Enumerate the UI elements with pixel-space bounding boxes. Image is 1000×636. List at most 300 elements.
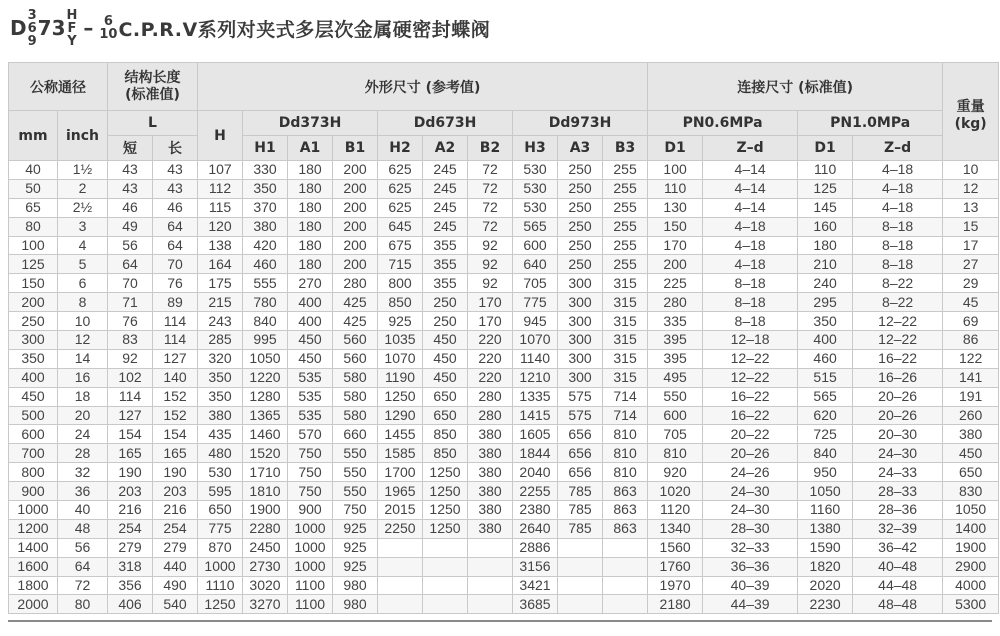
- header-H2: H2: [378, 136, 423, 161]
- table-cell: 2380: [513, 501, 558, 520]
- table-cell: 300: [9, 331, 58, 350]
- table-cell: 1½: [58, 161, 108, 180]
- table-cell: 1050: [798, 482, 853, 501]
- table-cell: 24–30: [853, 444, 943, 463]
- table-cell: 225: [648, 274, 703, 293]
- table-cell: 56: [58, 538, 108, 557]
- table-cell: 380: [198, 406, 243, 425]
- header-long: 长: [153, 136, 198, 161]
- table-cell: 200: [648, 255, 703, 274]
- header-structure-length: 结构长度 (标准值): [108, 63, 198, 111]
- table-cell: 12–22: [853, 312, 943, 331]
- table-cell: 100: [648, 161, 703, 180]
- table-cell: 4–18: [703, 236, 798, 255]
- table-cell: 3270: [243, 595, 288, 614]
- table-cell: 1590: [798, 538, 853, 557]
- table-cell: 56: [108, 236, 153, 255]
- table-cell: 1365: [243, 406, 288, 425]
- table-cell: 28: [58, 444, 108, 463]
- table-cell: 12–22: [703, 368, 798, 387]
- table-cell: 1800: [9, 576, 58, 595]
- table-cell: 152: [153, 387, 198, 406]
- table-cell: 64: [108, 255, 153, 274]
- table-cell: 580: [333, 387, 378, 406]
- table-cell: 645: [378, 217, 423, 236]
- table-cell: 44–39: [703, 595, 798, 614]
- table-cell: 1100: [288, 595, 333, 614]
- title-stack3-bot: 10: [99, 27, 118, 42]
- table-cell: 1340: [648, 519, 703, 538]
- header-B1: B1: [333, 136, 378, 161]
- table-cell: 100: [9, 236, 58, 255]
- table-cell: 714: [603, 387, 648, 406]
- table-cell: 1070: [513, 331, 558, 350]
- table-cell: [378, 557, 423, 576]
- table-cell: 14: [58, 349, 108, 368]
- table-cell: 29: [943, 274, 999, 293]
- table-cell: 72: [468, 217, 513, 236]
- table-cell: 28–33: [853, 482, 943, 501]
- table-cell: 535: [288, 387, 333, 406]
- table-cell: 4–18: [853, 161, 943, 180]
- table-cell: 200: [333, 217, 378, 236]
- header-A2: A2: [423, 136, 468, 161]
- table-cell: 315: [603, 368, 648, 387]
- table-cell: 950: [798, 463, 853, 482]
- title-stack-letters: [67, 9, 78, 48]
- table-cell: 200: [9, 293, 58, 312]
- table-cell: 350: [198, 387, 243, 406]
- table-cell: 150: [9, 274, 58, 293]
- table-cell: 3020: [243, 576, 288, 595]
- table-cell: 160: [798, 217, 853, 236]
- table-cell: 20–22: [703, 425, 798, 444]
- table-cell: 1250: [423, 501, 468, 520]
- header-dd673h: Dd673H: [378, 111, 513, 136]
- table-cell: 370: [243, 198, 288, 217]
- table-cell: 40–39: [703, 576, 798, 595]
- table-cell: [378, 576, 423, 595]
- table-cell: 4000: [943, 576, 999, 595]
- table-cell: 8–18: [853, 217, 943, 236]
- table-row: [9, 293, 999, 312]
- table-cell: 620: [798, 406, 853, 425]
- header-connection: 连接尺寸 (标准值): [648, 63, 943, 111]
- table-cell: 395: [648, 331, 703, 350]
- table-cell: [468, 595, 513, 614]
- table-cell: 530: [198, 463, 243, 482]
- table-cell: 20–30: [853, 425, 943, 444]
- table-cell: 86: [943, 331, 999, 350]
- title-stack2-bot: Y: [67, 33, 77, 49]
- table-cell: 255: [603, 161, 648, 180]
- table-cell: 500: [9, 406, 58, 425]
- table-cell: 279: [153, 538, 198, 557]
- table-cell: 280: [648, 293, 703, 312]
- table-cell: 850: [378, 293, 423, 312]
- table-cell: 750: [288, 444, 333, 463]
- table-cell: 530: [513, 161, 558, 180]
- table-cell: 1210: [513, 368, 558, 387]
- table-cell: 8–18: [853, 236, 943, 255]
- table-cell: 2020: [798, 576, 853, 595]
- table-cell: 656: [558, 444, 603, 463]
- table-cell: 190: [108, 463, 153, 482]
- table-cell: 254: [108, 519, 153, 538]
- title-stack2-mid: F: [67, 20, 77, 36]
- header-B3: B3: [603, 136, 648, 161]
- table-cell: 785: [558, 482, 603, 501]
- table-cell: 1400: [943, 519, 999, 538]
- table-cell: 350: [243, 179, 288, 198]
- table-cell: 640: [513, 255, 558, 274]
- header-A3: A3: [558, 136, 603, 161]
- table-cell: 250: [558, 161, 603, 180]
- table-cell: 1050: [943, 501, 999, 520]
- table-cell: 460: [798, 349, 853, 368]
- table-cell: 300: [558, 331, 603, 350]
- table-cell: 1110: [198, 576, 243, 595]
- table-cell: [603, 557, 648, 576]
- table-cell: 12: [58, 331, 108, 350]
- table-cell: 3685: [513, 595, 558, 614]
- header-zd-pn06: Z–d: [703, 136, 798, 161]
- table-cell: 1100: [288, 576, 333, 595]
- table-cell: 16: [58, 368, 108, 387]
- table-cell: 1335: [513, 387, 558, 406]
- table-cell: 140: [153, 368, 198, 387]
- table-cell: 1970: [648, 576, 703, 595]
- table-cell: 6: [58, 274, 108, 293]
- table-cell: 600: [9, 425, 58, 444]
- title-stack3-top: 6: [103, 14, 113, 29]
- table-cell: [423, 576, 468, 595]
- table-cell: 70: [108, 274, 153, 293]
- table-cell: 575: [558, 406, 603, 425]
- table-cell: 1250: [423, 482, 468, 501]
- table-cell: 380: [468, 444, 513, 463]
- table-cell: 240: [798, 274, 853, 293]
- header-dd373h: Dd373H: [243, 111, 378, 136]
- table-cell: 1200: [9, 519, 58, 538]
- table-cell: 1900: [243, 501, 288, 520]
- table-cell: 65: [9, 198, 58, 217]
- header-zd-pn10: Z–d: [853, 136, 943, 161]
- table-cell: 28–30: [703, 519, 798, 538]
- table-cell: 200: [333, 179, 378, 198]
- table-cell: 600: [648, 406, 703, 425]
- table-row: [9, 538, 999, 557]
- title-stack1-top: 3: [27, 7, 37, 23]
- table-row: [9, 198, 999, 217]
- table-cell: 625: [378, 198, 423, 217]
- table-cell: 8–22: [853, 293, 943, 312]
- table-cell: 127: [153, 349, 198, 368]
- header-pn06: PN0.6MPa: [648, 111, 798, 136]
- table-cell: 450: [288, 349, 333, 368]
- table-row: [9, 519, 999, 538]
- table-cell: 515: [798, 368, 853, 387]
- table-cell: 810: [603, 444, 648, 463]
- table-cell: 1020: [648, 482, 703, 501]
- title-dash: –: [83, 16, 94, 40]
- table-cell: 40: [58, 501, 108, 520]
- table-cell: 69: [943, 312, 999, 331]
- table-cell: [558, 538, 603, 557]
- table-cell: 12–22: [853, 331, 943, 350]
- table-cell: [378, 595, 423, 614]
- table-cell: 125: [9, 255, 58, 274]
- table-cell: 925: [378, 312, 423, 331]
- table-cell: 450: [423, 349, 468, 368]
- table-cell: 24–33: [853, 463, 943, 482]
- table-cell: 145: [798, 198, 853, 217]
- table-cell: 16–22: [703, 387, 798, 406]
- table-cell: 46: [153, 198, 198, 217]
- table-row: [9, 236, 999, 255]
- table-cell: 850: [423, 444, 468, 463]
- spec-table: [8, 62, 999, 614]
- table-cell: 4–18: [703, 255, 798, 274]
- table-cell: 3156: [513, 557, 558, 576]
- table-cell: 4–14: [703, 179, 798, 198]
- table-cell: 315: [603, 331, 648, 350]
- table-cell: 1000: [288, 538, 333, 557]
- table-cell: 350: [9, 349, 58, 368]
- table-row: [9, 179, 999, 198]
- table-cell: 1050: [243, 349, 288, 368]
- table-cell: 36–42: [853, 538, 943, 557]
- table-cell: 355: [423, 255, 468, 274]
- table-cell: 300: [558, 274, 603, 293]
- table-cell: 40–48: [853, 557, 943, 576]
- table-cell: 1035: [378, 331, 423, 350]
- table-cell: 295: [798, 293, 853, 312]
- table-cell: 595: [198, 482, 243, 501]
- table-cell: 152: [153, 406, 198, 425]
- table-cell: 355: [423, 274, 468, 293]
- table-cell: 925: [333, 557, 378, 576]
- table-cell: 540: [153, 595, 198, 614]
- table-cell: 71: [108, 293, 153, 312]
- table-cell: 1000: [198, 557, 243, 576]
- table-cell: [603, 595, 648, 614]
- table-cell: 530: [513, 198, 558, 217]
- table-cell: 2230: [798, 595, 853, 614]
- table-cell: 16–26: [853, 368, 943, 387]
- table-cell: 112: [198, 179, 243, 198]
- table-cell: 255: [603, 236, 648, 255]
- title-stack1-mid: 6: [27, 20, 37, 36]
- table-cell: 775: [198, 519, 243, 538]
- table-cell: 350: [798, 312, 853, 331]
- table-cell: 1900: [943, 538, 999, 557]
- table-cell: 24–30: [703, 501, 798, 520]
- header-dd973h: Dd973H: [513, 111, 648, 136]
- table-cell: 380: [468, 519, 513, 538]
- table-cell: 20–26: [853, 406, 943, 425]
- table-cell: 260: [943, 406, 999, 425]
- table-cell: 2640: [513, 519, 558, 538]
- table-cell: 43: [108, 161, 153, 180]
- table-cell: 220: [468, 349, 513, 368]
- table-cell: 300: [558, 293, 603, 312]
- header-dimensions: 外形尺寸 (参考值): [198, 63, 648, 111]
- table-cell: 200: [333, 198, 378, 217]
- table-cell: 2730: [243, 557, 288, 576]
- table-cell: 114: [153, 312, 198, 331]
- table-cell: 138: [198, 236, 243, 255]
- table-cell: 250: [558, 198, 603, 217]
- table-cell: 114: [108, 387, 153, 406]
- table-cell: 750: [333, 501, 378, 520]
- table-cell: 2180: [648, 595, 703, 614]
- table-cell: 530: [513, 179, 558, 198]
- table-cell: 32–33: [703, 538, 798, 557]
- table-cell: 220: [468, 331, 513, 350]
- table-cell: 4–14: [703, 198, 798, 217]
- table-cell: 280: [333, 274, 378, 293]
- table-cell: 1160: [798, 501, 853, 520]
- table-cell: 980: [333, 595, 378, 614]
- table-cell: 400: [798, 331, 853, 350]
- table-cell: 1220: [243, 368, 288, 387]
- table-cell: 49: [108, 217, 153, 236]
- table-cell: 1120: [648, 501, 703, 520]
- table-cell: 1710: [243, 463, 288, 482]
- table-cell: 4–14: [703, 161, 798, 180]
- header-pn10: PN1.0MPa: [798, 111, 943, 136]
- table-cell: 900: [288, 501, 333, 520]
- table-cell: 4–18: [853, 198, 943, 217]
- table-cell: 2040: [513, 463, 558, 482]
- table-cell: 1000: [288, 557, 333, 576]
- table-cell: 127: [108, 406, 153, 425]
- table-cell: 355: [423, 236, 468, 255]
- table-cell: 216: [108, 501, 153, 520]
- bottom-divider: [8, 620, 992, 622]
- table-cell: 925: [333, 538, 378, 557]
- table-cell: 80: [9, 217, 58, 236]
- table-cell: 550: [333, 463, 378, 482]
- table-cell: 715: [378, 255, 423, 274]
- table-cell: 1605: [513, 425, 558, 444]
- table-cell: 395: [648, 349, 703, 368]
- table-cell: 480: [198, 444, 243, 463]
- table-cell: 170: [648, 236, 703, 255]
- table-cell: 28–36: [853, 501, 943, 520]
- table-cell: 76: [153, 274, 198, 293]
- table-cell: 450: [9, 387, 58, 406]
- table-cell: 150: [648, 217, 703, 236]
- table-cell: 5300: [943, 595, 999, 614]
- table-cell: 203: [153, 482, 198, 501]
- table-cell: 83: [108, 331, 153, 350]
- table-cell: 165: [108, 444, 153, 463]
- table-cell: [558, 595, 603, 614]
- table-cell: 450: [423, 331, 468, 350]
- table-cell: 180: [288, 217, 333, 236]
- table-cell: 210: [798, 255, 853, 274]
- table-cell: 565: [513, 217, 558, 236]
- table-cell: 315: [603, 349, 648, 368]
- table-cell: 656: [558, 425, 603, 444]
- table-cell: 318: [108, 557, 153, 576]
- table-cell: 1810: [243, 482, 288, 501]
- table-cell: 20–26: [703, 444, 798, 463]
- table-cell: 245: [423, 198, 468, 217]
- table-cell: 64: [58, 557, 108, 576]
- table-cell: 1760: [648, 557, 703, 576]
- table-cell: 800: [378, 274, 423, 293]
- table-cell: [378, 538, 423, 557]
- table-cell: 1455: [378, 425, 423, 444]
- table-cell: 920: [648, 463, 703, 482]
- table-cell: 12: [943, 179, 999, 198]
- table-cell: 830: [943, 482, 999, 501]
- table-cell: 270: [288, 274, 333, 293]
- table-cell: 315: [603, 312, 648, 331]
- table-cell: 24: [58, 425, 108, 444]
- table-cell: 154: [153, 425, 198, 444]
- table-cell: 80: [58, 595, 108, 614]
- table-cell: 76: [108, 312, 153, 331]
- table-cell: 45: [943, 293, 999, 312]
- table-cell: 120: [198, 217, 243, 236]
- table-cell: 560: [333, 349, 378, 368]
- table-cell: 1415: [513, 406, 558, 425]
- table-cell: 1250: [378, 387, 423, 406]
- table-cell: 220: [468, 368, 513, 387]
- table-cell: 255: [603, 217, 648, 236]
- table-cell: 750: [288, 482, 333, 501]
- header-H3: H3: [513, 136, 558, 161]
- table-cell: 1844: [513, 444, 558, 463]
- table-cell: 840: [243, 312, 288, 331]
- table-cell: 215: [198, 293, 243, 312]
- table-cell: 700: [9, 444, 58, 463]
- table-cell: 840: [798, 444, 853, 463]
- table-cell: 92: [468, 274, 513, 293]
- table-cell: 245: [423, 217, 468, 236]
- table-row: [9, 217, 999, 236]
- table-cell: 450: [943, 444, 999, 463]
- table-cell: 300: [558, 349, 603, 368]
- table-row: [9, 425, 999, 444]
- header-L: L: [108, 111, 198, 136]
- table-cell: 122: [943, 349, 999, 368]
- table-cell: 580: [333, 406, 378, 425]
- table-cell: 320: [198, 349, 243, 368]
- table-cell: 285: [198, 331, 243, 350]
- table-row: [9, 368, 999, 387]
- table-cell: 1965: [378, 482, 423, 501]
- table-cell: 650: [423, 387, 468, 406]
- table-cell: 8: [58, 293, 108, 312]
- table-cell: 625: [378, 179, 423, 198]
- table-cell: 48–48: [853, 595, 943, 614]
- table-cell: 380: [468, 501, 513, 520]
- table-cell: 435: [198, 425, 243, 444]
- table-cell: 254: [153, 519, 198, 538]
- table-cell: 20–26: [853, 387, 943, 406]
- table-cell: 420: [243, 236, 288, 255]
- table-cell: 72: [58, 576, 108, 595]
- table-cell: 8–22: [853, 274, 943, 293]
- table-row: [9, 463, 999, 482]
- table-cell: 216: [153, 501, 198, 520]
- table-row: [9, 274, 999, 293]
